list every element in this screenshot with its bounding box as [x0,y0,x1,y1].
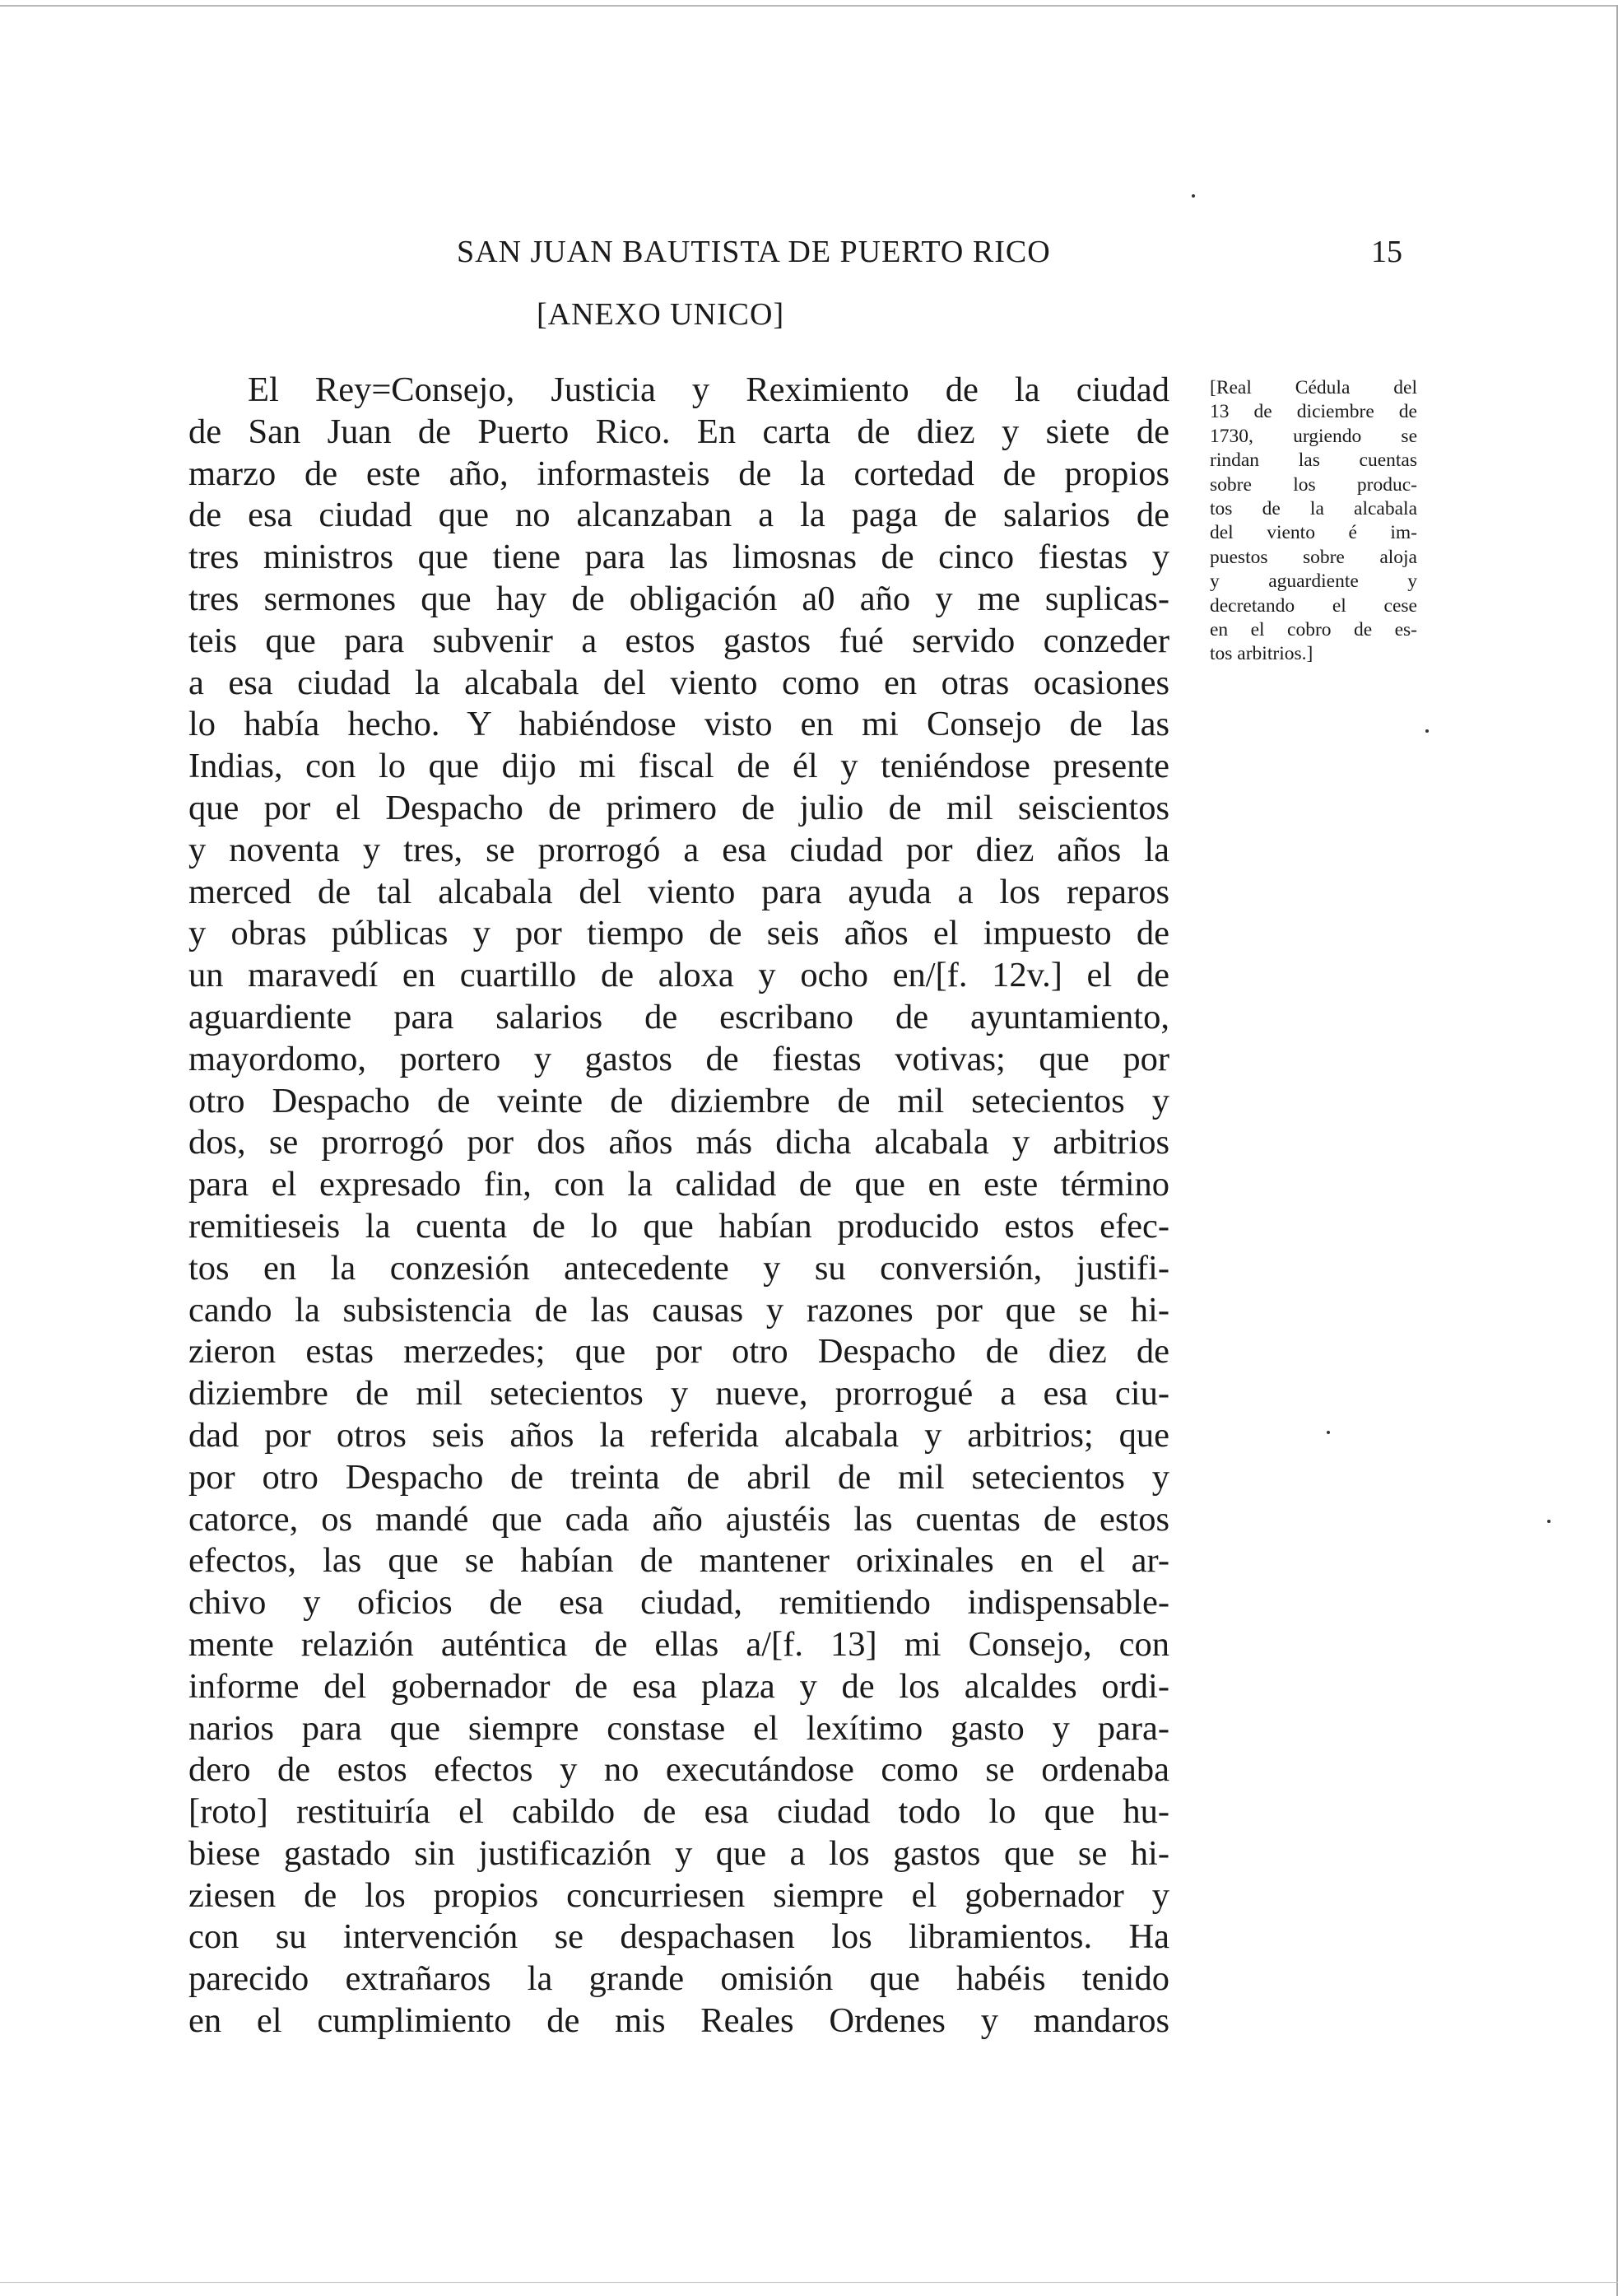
body-line: en el cumplimiento de mis Reales Ordenes y mandaros [188,2001,1169,2041]
body-line: marzo de este año, informasteis de la cortedad de propios [188,454,1169,493]
marginal-note-line: [Real Cédula del [1210,377,1417,398]
marginal-note-line: 1730, urgiendo se [1210,425,1417,447]
scan-speck [1327,1431,1330,1434]
marginal-note-line: rindan las cuentas [1210,449,1417,472]
body-line: de esa ciudad que no alcanzaban a la paga de salarios de [188,496,1169,535]
body-line: El Rey=Consejo, Justicia y Reximiento de la ciudad [248,370,1169,409]
body-line: dad por otros seis años la referida alcabala y arbitrios; que [188,1415,1169,1455]
section-heading: [ANEXO UNICO] [537,297,785,332]
marginal-note-line: decretando el cese [1210,594,1417,617]
scan-speck [1192,194,1195,198]
scan-edge-bottom [0,2282,1618,2283]
marginal-note-line: sobre los produc- [1210,473,1417,496]
body-line: Indias, con lo que dijo mi fiscal de él y teniéndose presente [188,747,1169,786]
body-line: aguardiente para salarios de escribano de ayuntamiento, [188,997,1169,1036]
body-line: narios para que siempre constase el lexítimo gasto y para- [188,1708,1169,1748]
marginal-note-line: y aguardiente y [1210,571,1417,593]
body-line: un maravedí en cuartillo de aloxa y ocho en/[f. 12v.] el de [188,956,1169,995]
body-line: merced de tal alcabala del viento para ayuda a los reparos [188,872,1169,911]
body-line: dero de estos efectos y no executándose como se ordenaba [188,1750,1169,1790]
body-line: y obras públicas y por tiempo de seis años el impuesto de [188,914,1169,953]
body-line: lo había hecho. Y habiéndose visto en mi Consejo de las [188,705,1169,744]
body-line: chivo y oficios de esa ciudad, remitiendo indispensable- [188,1583,1169,1623]
body-line: que por el Despacho de primero de julio de mil seiscientos [188,788,1169,827]
body-line: para el expresado fin, con la calidad de que en este término [188,1165,1169,1204]
body-line: informe del gobernador de esa plaza y de los alcaldes ordi- [188,1666,1169,1706]
body-line: biese gastado sin justificazión y que a los gastos que se hi- [188,1833,1169,1873]
body-line: ziesen de los propios concurriesen siempre el gobernador y [188,1875,1169,1915]
body-line: zieron estas merzedes; que por otro Despacho de diez de [188,1332,1169,1372]
body-text [188,370,1169,2042]
body-line: dos, se prorrogó por dos años más dicha alcabala y arbitrios [188,1123,1169,1162]
body-line: tos en la conzesión antecedente y su conversión, justifi- [188,1248,1169,1288]
body-line: cando la subsistencia de las causas y razones por que se hi- [188,1290,1169,1330]
marginal-note-line: tos arbitrios.] [1210,643,1313,665]
marginal-note [1210,376,1417,667]
body-line: de San Juan de Puerto Rico. En carta de diez y siete de [188,412,1169,451]
body-line: parecido extrañaros la grande omisión que habéis tenido [188,1959,1169,1999]
body-line: diziembre de mil setecientos y nueve, prorrogué a esa ciu- [188,1374,1169,1413]
body-line: tres ministros que tiene para las limosnas de cinco fiestas y [188,538,1169,577]
body-line: con su intervención se despachasen los libramientos. Ha [188,1917,1169,1957]
body-line: catorce, os mandé que cada año ajustéis las cuentas de estos [188,1499,1169,1539]
marginal-note-line: tos de la alcabala [1210,497,1417,519]
marginal-note-line: en el cobro de es- [1210,618,1417,640]
body-line: mayordomo, portero y gastos de fiestas votivas; que por [188,1039,1169,1078]
body-line: mente relazión auténtica de ellas a/[f. 13] mi Consejo, con [188,1624,1169,1664]
marginal-note-line: puestos sobre aloja [1210,546,1417,568]
body-line: a esa ciudad la alcabala del viento como en otras ocasiones [188,663,1169,702]
scan-speck [1547,1520,1551,1523]
body-line: teis que para subvenir a estos gastos fué servido conzeder [188,621,1169,660]
body-line: y noventa y tres, se prorrogó a esa ciudad por diez años la [188,830,1169,869]
body-line: efectos, las que se habían de mantener orixinales en el ar- [188,1541,1169,1581]
marginal-note-line: 13 de diciembre de [1210,401,1417,423]
scan-speck [1425,729,1429,733]
running-title: SAN JUAN BAUTISTA DE PUERTO RICO [457,235,1051,269]
running-head [0,234,1618,275]
body-line: por otro Despacho de treinta de abril de mil setecientos y [188,1457,1169,1497]
body-line: otro Despacho de veinte de diziembre de mil setecientos y [188,1081,1169,1120]
body-line: remitieseis la cuenta de lo que habían producido estos efec- [188,1206,1169,1246]
body-line: tres sermones que hay de obligación a0 año y me suplicas- [188,579,1169,618]
page-number: 15 [1371,235,1402,269]
marginal-note-line: del viento é im- [1210,522,1417,544]
body-line: [roto] restituiría el cabildo de esa ciudad todo lo que hu- [188,1792,1169,1832]
scan-edge-top [0,5,1618,7]
